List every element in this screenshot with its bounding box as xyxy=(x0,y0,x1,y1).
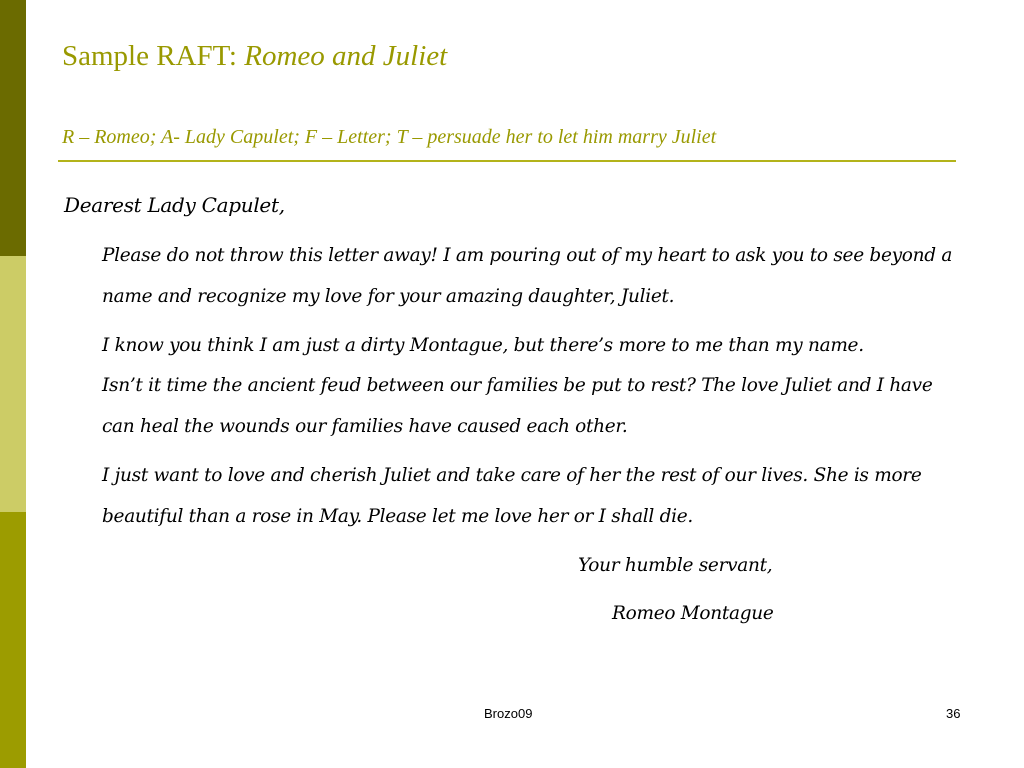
title-italic: Romeo and Juliet xyxy=(244,40,448,72)
slide-subtitle: R – Romeo; A- Lady Capulet; F – Letter; T – persuade her to let him marry Juliet xyxy=(62,126,717,148)
letter-line: Please do not throw this letter away! I am pouring out of my heart to ask you to see beyond a xyxy=(102,245,953,266)
side-bar-dark xyxy=(0,0,26,256)
page-number: 36 xyxy=(946,706,961,721)
letter-line: I know you think I am just a dirty Montague, but there’s more to me than my name. xyxy=(102,335,864,356)
letter-line: I just want to love and cherish Juliet and take care of her the rest of our lives. She is more xyxy=(102,465,922,486)
letter-signature: Romeo Montague xyxy=(612,603,774,624)
title-prefix: Sample RAFT: xyxy=(62,40,245,72)
side-bar-olive xyxy=(0,512,26,768)
letter-salutation: Dearest Lady Capulet, xyxy=(64,193,285,217)
letter-line: name and recognize my love for your amazing daughter, Juliet. xyxy=(102,286,675,307)
slide-title xyxy=(62,40,447,73)
letter-line: can heal the wounds our families have caused each other. xyxy=(102,416,628,437)
footer-author: Brozo09 xyxy=(484,706,533,721)
side-bar-light xyxy=(0,256,26,512)
letter-closing: Your humble servant, xyxy=(578,555,773,576)
title-divider xyxy=(58,160,956,162)
letter-line: Isn’t it time the ancient feud between our families be put to rest? The love Juliet and I have xyxy=(102,375,933,396)
letter-line: beautiful than a rose in May. Please let me love her or I shall die. xyxy=(102,506,694,527)
